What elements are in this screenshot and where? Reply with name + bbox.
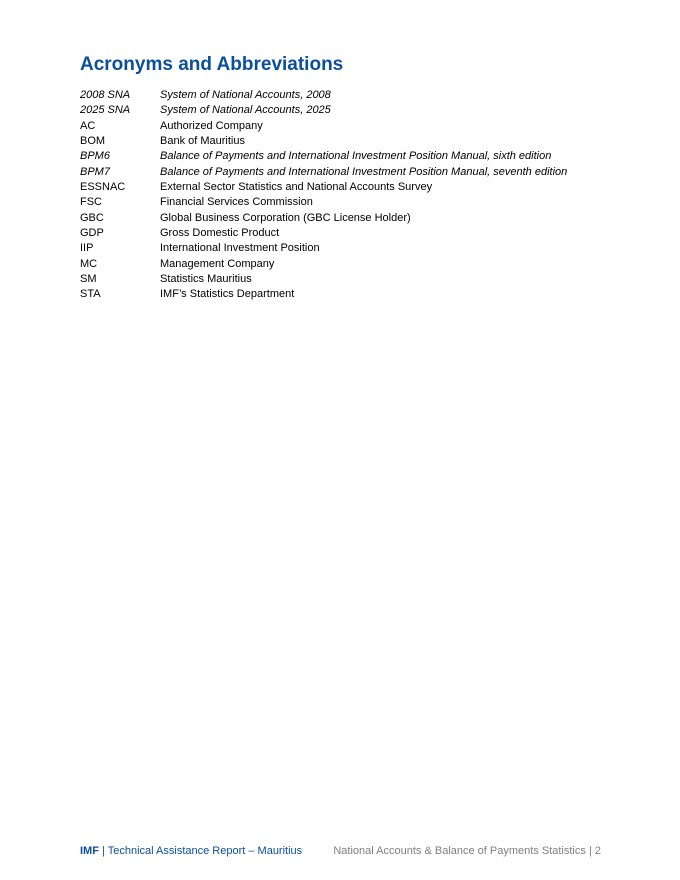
- acronym-definition: IMF’s Statistics Department: [160, 288, 295, 301]
- acronym-term: BPM6: [80, 150, 110, 163]
- acronym-term: AC: [80, 119, 96, 132]
- acronym-row: [80, 180, 620, 195]
- acronym-term: 2025 SNA: [80, 104, 131, 117]
- acronym-row: [80, 226, 620, 241]
- acronym-row: [80, 134, 620, 149]
- acronym-list: [80, 88, 620, 303]
- acronym-definition: Global Business Corporation (GBC License Holder): [160, 211, 411, 224]
- acronym-row: [80, 149, 620, 164]
- acronym-row: [80, 119, 620, 134]
- acronym-definition: Statistics Mauritius: [160, 273, 252, 286]
- acronym-definition: Financial Services Commission: [160, 196, 313, 209]
- page-footer: [80, 844, 601, 858]
- acronym-term: GBC: [80, 211, 104, 224]
- footer-page-separator: |: [585, 845, 595, 857]
- footer-report-info: [80, 844, 302, 858]
- acronym-definition: Authorized Company: [160, 119, 263, 132]
- acronym-definition: Management Company: [160, 257, 275, 270]
- acronym-row: [80, 257, 620, 272]
- acronym-term: BPM7: [80, 165, 110, 178]
- acronym-definition: Bank of Mauritius: [160, 135, 245, 148]
- acronym-definition: External Sector Statistics and National Accounts Survey: [160, 181, 433, 194]
- acronym-definition: Balance of Payments and International Investment Position Manual, seventh edition: [160, 165, 568, 178]
- acronym-row: [80, 195, 620, 210]
- footer-separator: |: [98, 845, 108, 857]
- page-title: Acronyms and Abbreviations: [80, 54, 344, 75]
- acronym-term: BOM: [80, 135, 106, 148]
- footer-section-title: National Accounts & Balance of Payments Statistics: [333, 845, 586, 857]
- acronym-row: [80, 241, 620, 256]
- page-number: 2: [594, 845, 601, 857]
- footer-report-title: Technical Assistance Report – Mauritius: [107, 845, 303, 857]
- acronym-definition: System of National Accounts, 2025: [160, 104, 331, 117]
- acronym-row: [80, 165, 620, 180]
- acronym-term: ESSNAC: [80, 181, 126, 194]
- acronym-row: [80, 88, 620, 103]
- acronym-row: [80, 211, 620, 226]
- acronym-definition: Gross Domestic Product: [160, 227, 280, 240]
- acronym-row: [80, 103, 620, 118]
- acronym-term: STA: [80, 288, 101, 301]
- acronym-term: SM: [80, 273, 97, 286]
- acronym-term: 2008 SNA: [80, 89, 131, 101]
- acronym-row: [80, 287, 620, 302]
- acronym-term: FSC: [80, 196, 102, 209]
- acronym-definition: International Investment Position: [160, 242, 320, 255]
- footer-section-info: [333, 844, 601, 858]
- acronym-definition: System of National Accounts, 2008: [160, 89, 331, 101]
- acronym-term: MC: [80, 257, 98, 270]
- acronym-definition: Balance of Payments and International Investment Position Manual, sixth edition: [160, 150, 552, 163]
- footer-brand: IMF: [80, 845, 99, 857]
- acronym-term: GDP: [80, 227, 104, 240]
- acronym-term: IIP: [80, 242, 94, 255]
- acronym-row: [80, 272, 620, 287]
